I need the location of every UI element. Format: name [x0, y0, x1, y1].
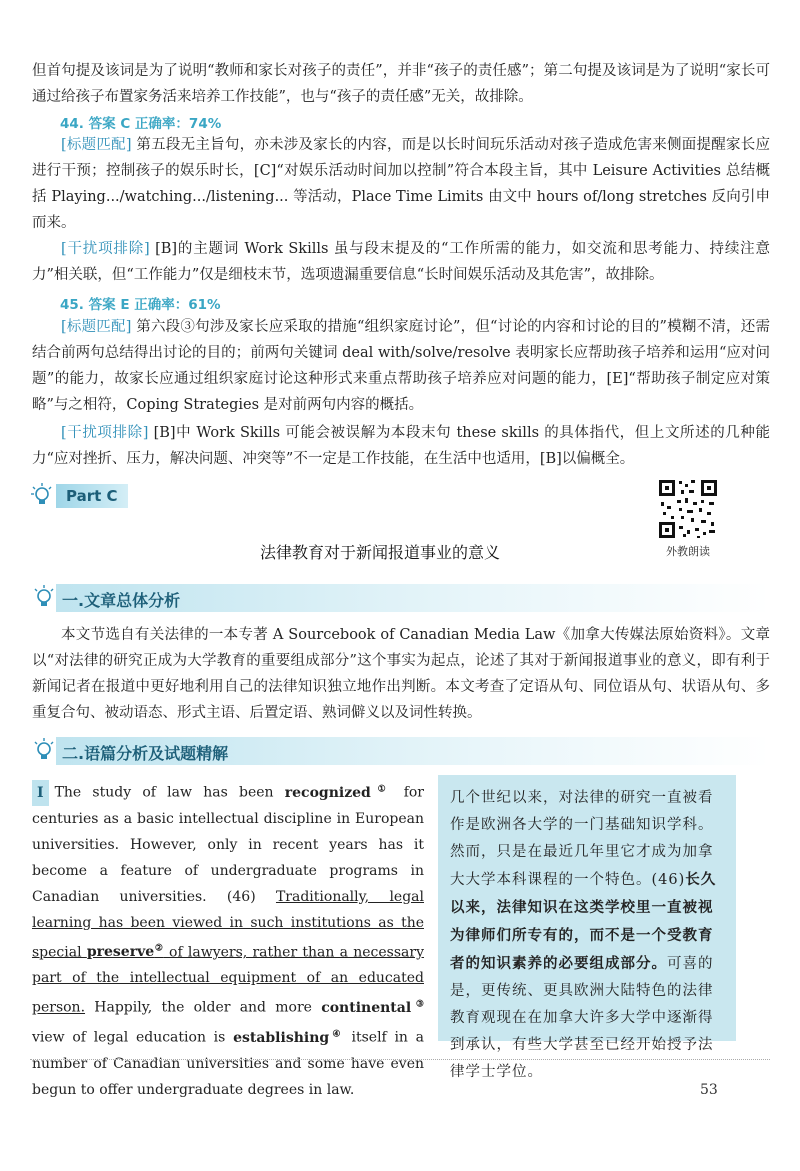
- part-c-header: [30, 482, 128, 510]
- answer-45-title-match-text: 第六段③句涉及家长应采取的措施“组织家庭讨论”，但“讨论的内容和讨论的目的”模糊不清，还需结合前两句总结得出讨论的目的；前两句关键词 deal with/solve/resolve 表明家长应帮助孩子培养和运用“应对问题”的能力，故家长应通过组织家庭讨论这种形式来重点帮助孩子培养应对问题的能力，[E]“帮助孩子制定应对策略”与之相符，Coping Strategies 是对前两句内容的概括。: [32, 319, 770, 413]
- translation-text: 几个世纪以来，对法律的研究一直被看作是欧洲各大学的一门基础知识学科。然而，只是在最近几年里它才成为加拿大大学本科课程的一个特色。(46): [450, 790, 714, 888]
- answer-45-distractor: [32, 420, 770, 472]
- qr-caption: 外教朗读: [666, 545, 710, 558]
- answer-44-distractor: [32, 236, 770, 288]
- tag-distractor: [干扰项排除]: [61, 241, 150, 257]
- section-1-text: 本文节选自有关法律的一本专著 A Sourcebook of Canadian Media Law《加拿大传媒法原始资料》。文章以“对法律的研究正成为大学教育的重要组成部分”这个事实为起点，论述了其对于新闻报道事业的意义，即有利于新闻记者在报道中更好地利用自己的法律知识独立地作出判断。本文考查了定语从句、同位语从句、状语从句、多重复合句、被动语态、形式主语、后置定语、熟词僻义以及词性转换。: [32, 627, 770, 721]
- footer-divider: [30, 1059, 770, 1060]
- passage-text: for centuries as a basic intellectual discipline in European universities. However, only in recent years has it become a feature of undergraduate programs in Canadian universities. (46): [32, 784, 424, 905]
- qr-code-icon[interactable]: [657, 478, 719, 540]
- answer-44: 44. 答案 C 正确率：74%: [60, 116, 222, 132]
- tag-distractor: [干扰项排除]: [61, 425, 149, 441]
- article-title: 法律教育对于新闻报道事业的意义: [259, 543, 500, 562]
- answer-44-distractor-text: [B]的主题词 Work Skills 虽与段末提及的“工作所需的能力，如交流和思考能力、持续注意力”相关联，但“工作能力”仅是细枝末节，选项遗漏重要信息“长时间娱乐活动及其危害”，故排除。: [32, 241, 770, 283]
- tag-title-match: [标题匹配]: [61, 319, 132, 335]
- lightbulb-icon: [30, 482, 54, 510]
- section-1-title: 一.文章总体分析: [62, 591, 181, 610]
- passage-text: Happily, the older and more: [85, 999, 322, 1016]
- passage-text: The study of law has been: [54, 784, 285, 801]
- translation-q46: 长久以来，法律知识在这类学校里一直被视为律师们所专有的，而不是一个受教育者的知识素养的必要组成部分。: [450, 871, 717, 972]
- answer-45: 45. 答案 E 正确率：61%: [60, 297, 221, 313]
- page-number: 53: [700, 1082, 718, 1098]
- vocab-preserve[interactable]: preserve②: [86, 943, 164, 961]
- part-c-label: Part C: [56, 484, 128, 508]
- vocab-recognized[interactable]: recognized①: [284, 784, 393, 801]
- q46-underlined-sentence: Traditionally, legal learning has been viewed in such institutions as the special preserve② of lawyers, rather than a necessary part of the intellectual equipment of an educated person.: [32, 888, 424, 1016]
- answer-45-title-match: [32, 314, 770, 418]
- vocab-continental[interactable]: continental③: [321, 999, 424, 1016]
- answer-44-title-match: [32, 132, 770, 236]
- english-passage: [32, 776, 424, 1103]
- lightbulb-icon: [32, 584, 56, 612]
- lightbulb-icon: [32, 737, 56, 765]
- paragraph-roman-numeral: I: [32, 780, 49, 806]
- passage-text: itself in a number of Canadian universities and some have even begun to offer undergraduate degrees in law.: [32, 1029, 424, 1098]
- section-2-title: 二.语篇分析及试题精解: [62, 744, 229, 763]
- passage-text: view of legal education is: [32, 1029, 234, 1046]
- answer-44-title-match-text: 第五段无主旨句，亦未涉及家长的内容，而是以长时间玩乐活动对孩子造成危害来侧面提醒家长应进行干预；控制孩子的娱乐时长，[C]“对娱乐活动时间加以控制”符合本段主旨，其中 Leisure Activities 总结概括 Playing.../watching.../listening... 等活动，Place Time Limits 由文中 hours of/long stretches 反向引申而来。: [32, 137, 770, 231]
- answer-45-distractor-text: [B]中 Work Skills 可能会被误解为本段末句 these skills 的具体指代，但上文所述的几种能力“应对挫折、压力，解决问题、冲突等”不一定是工作技能，在生活中也适用，[B]以偏概全。: [32, 425, 770, 467]
- translation-box: [438, 775, 736, 1080]
- tag-title-match: [标题匹配]: [61, 137, 132, 153]
- paragraph-q43-tail: 但首句提及该词是为了说明“教师和家长对孩子的责任”，并非“孩子的责任感”；第二句提及该词是为了说明“家长可通过给孩子布置家务活来培养工作技能”，也与“孩子的责任感”无关，故排除。: [32, 63, 770, 105]
- translation-text: 可喜的是，更传统、更具欧洲大陆特色的法律教育观现在在加拿大许多大学中逐渐得到承认，有些大学甚至已经开始授予法律学士学位。: [450, 956, 714, 1080]
- vocab-establishing[interactable]: establishing④: [233, 1028, 344, 1046]
